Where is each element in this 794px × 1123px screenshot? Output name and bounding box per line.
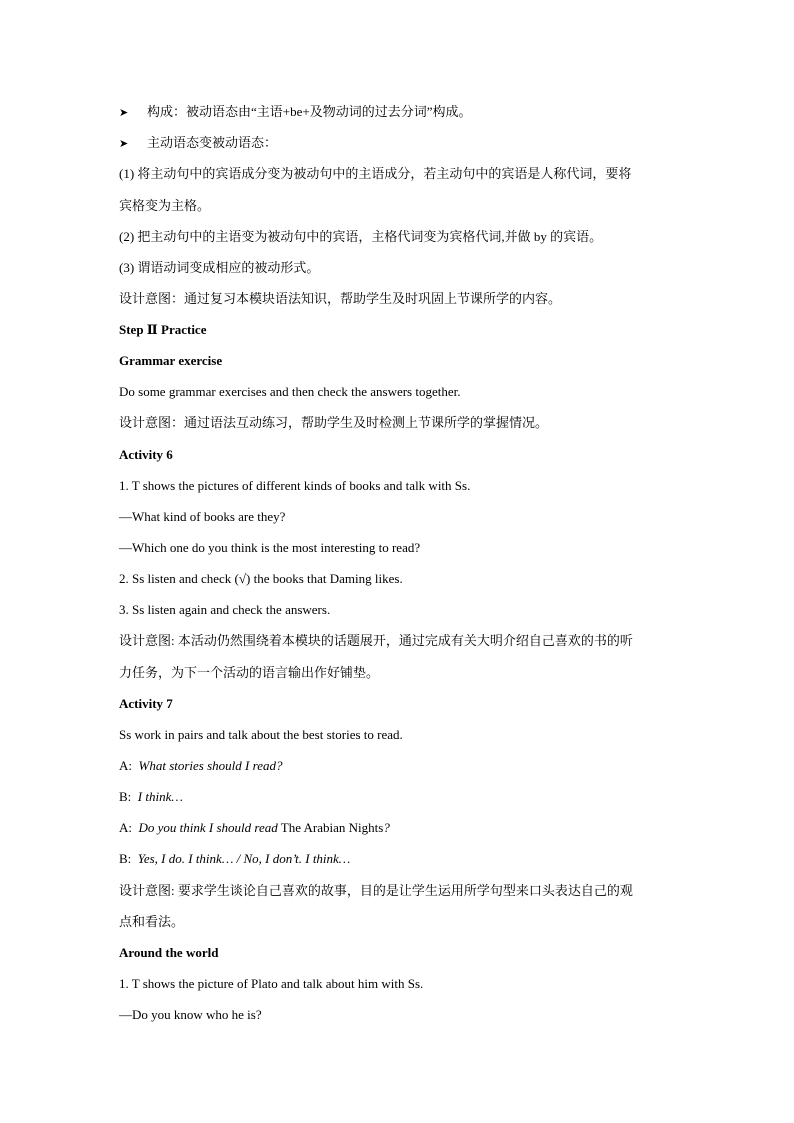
speaker-label: B: [119,789,132,804]
book-title: The Arabian Nights [280,820,384,835]
activity-6-step-1: 1. T shows the pictures of different kinds of books and talk with Ss. [119,478,471,493]
rule-1-line-2: 宾格变为主格。 [119,198,211,213]
dialogue-line-b2 [119,850,350,868]
dialogue-text: Do you think I should read [138,820,278,835]
activity-6-heading: Activity 6 [119,447,173,462]
design-intent-4-line-1: 设计意图: 要求学生谈论自己喜欢的故事，目的是让学生运用所学句型来口头表达自己的观 [119,883,633,898]
activity-6-question-2: —Which one do you think is the most interesting to read? [119,540,421,555]
step-heading: Step Ⅱ Practice [119,322,207,337]
bullet-text: 构成：被动语态由“主语+be+及物动词的过去分词”构成。 [147,104,472,119]
dialogue-line-a2 [119,819,390,837]
grammar-instruction: Do some grammar exercises and then check the answers together. [119,384,461,399]
activity-7-heading: Activity 7 [119,696,173,711]
speaker-label: A: [119,820,132,835]
dialogue-text: What stories should I read? [138,758,283,773]
rule-2: (2) 把主动句中的主语变为被动句中的宾语，主格代词变为宾格代词,并做 by 的宾语。 [119,229,603,244]
rule-1-line-1: (1) 将主动句中的宾语成分变为被动句中的主语成分，若主动句中的宾语是人称代词，要将 [119,166,632,181]
activity-6-step-3: 3. Ss listen again and check the answers. [119,602,331,617]
design-intent-3-line-2: 力任务，为下一个活动的语言输出作好铺垫。 [119,665,380,680]
grammar-heading: Grammar exercise [119,353,223,368]
arrow-bullet-icon: ➤ [119,138,129,150]
speaker-label: A: [119,758,132,773]
design-intent-1: 设计意图：通过复习本模块语法知识，帮助学生及时巩固上节课所学的内容。 [119,291,562,306]
dialogue-text: Yes, I do. I think… / No, I don’t. I think… [137,851,351,866]
speaker-label: B: [119,851,132,866]
dialogue-line-a1 [119,757,282,775]
around-the-world-question-1: —Do you know who he is? [119,1007,262,1022]
bullet-item-structure [119,103,471,122]
bullet-text: 主动语态变被动语态： [147,135,278,150]
bullet-item-conversion [119,134,277,153]
arrow-bullet-icon: ➤ [119,107,129,119]
activity-6-step-2: 2. Ss listen and check (√) the books that Daming likes. [119,571,403,586]
activity-6-question-1: —What kind of books are they? [119,509,286,524]
dialogue-punctuation: ? [383,820,390,835]
rule-3: (3) 谓语动词变成相应的被动形式。 [119,260,320,275]
around-the-world-heading: Around the world [119,945,219,960]
design-intent-4-line-2: 点和看法。 [119,914,185,929]
design-intent-3-line-1: 设计意图: 本活动仍然围绕着本模块的话题展开，通过完成有关大明介绍自己喜欢的书的听 [119,633,633,648]
activity-7-instruction: Ss work in pairs and talk about the best stories to read. [119,727,403,742]
dialogue-line-b1 [119,788,183,806]
around-the-world-step-1: 1. T shows the picture of Plato and talk about him with Ss. [119,976,424,991]
dialogue-text: I think… [137,789,183,804]
design-intent-2: 设计意图：通过语法互动练习，帮助学生及时检测上节课所学的掌握情况。 [119,415,549,430]
